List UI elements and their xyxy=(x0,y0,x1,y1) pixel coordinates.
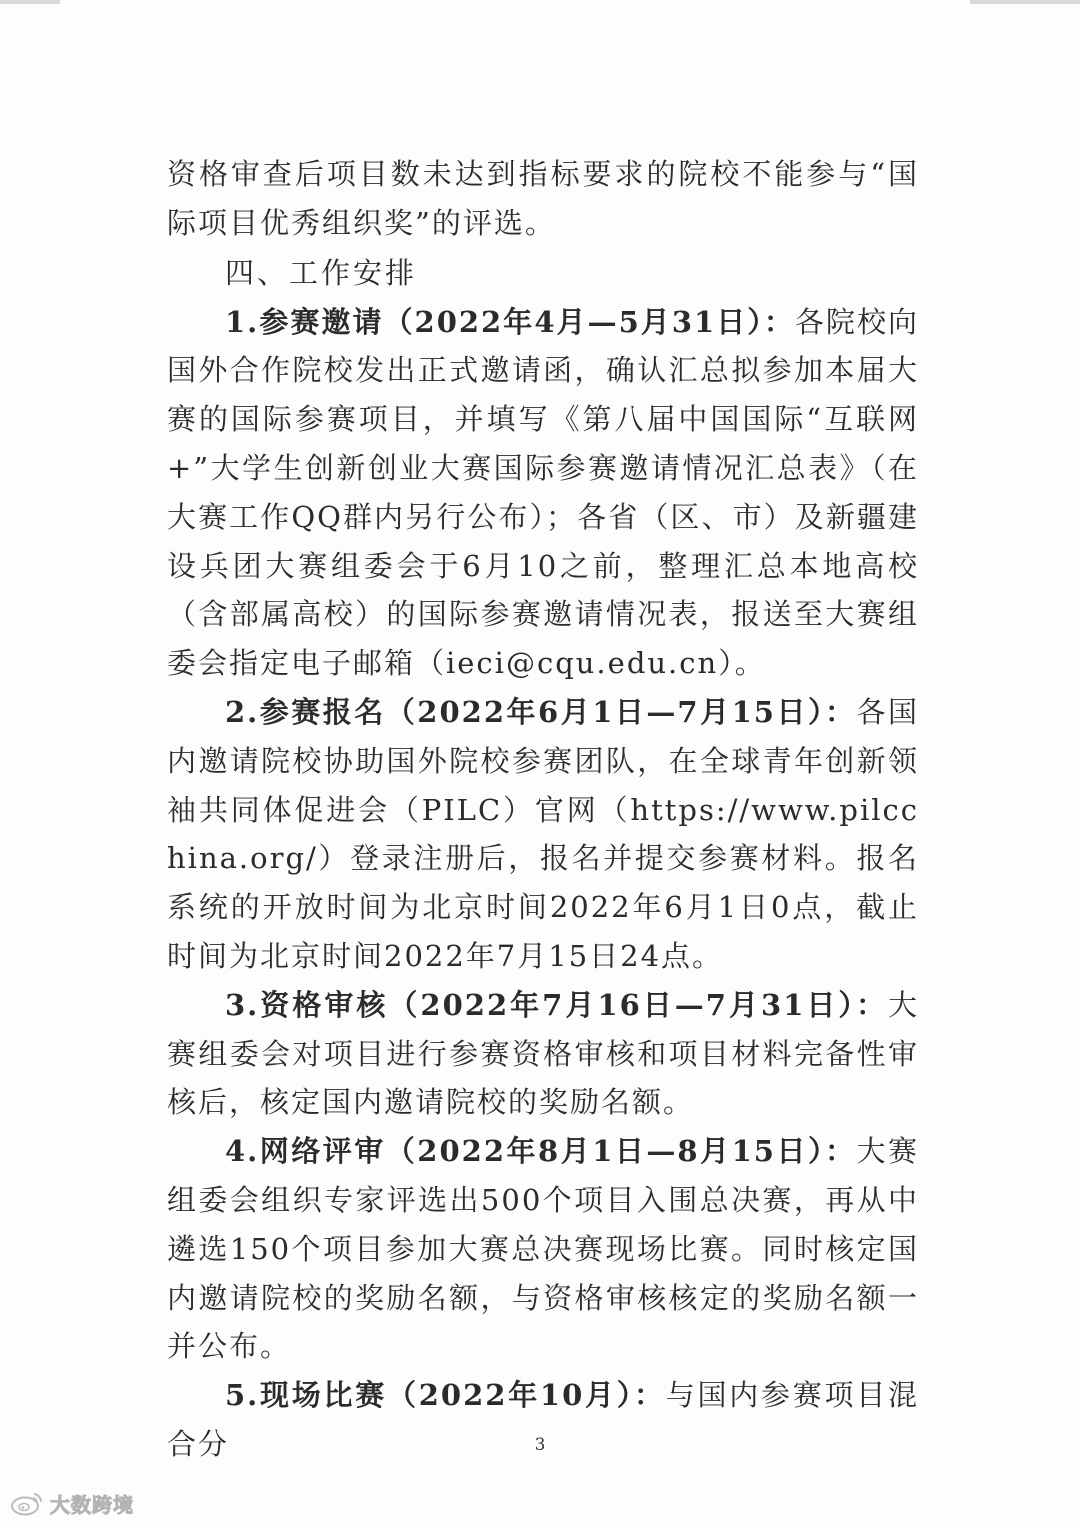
work-item-5-body: 与国内参赛项目混合分 xyxy=(167,1378,919,1461)
work-item-4-body: 大赛组委会组织专家评选出500个项目入围总决赛，再从中遴选150个项目参加大赛总决赛现场比赛。同时核定国内邀请院校的奖励名额，与资格审核核定的奖励名额一并公布。 xyxy=(167,1134,919,1364)
document-body xyxy=(167,150,919,1469)
work-item-1 xyxy=(167,298,919,688)
work-item-1-body: 各院校向国外合作院校发出正式邀请函，确认汇总拟参加本届大赛的国际参赛项目，并填写《第八届中国国际“互联网+”大学生创新创业大赛国际参赛邀请情况汇总表》（在大赛工作QQ群内另行公布）；各省（区、市）及新疆建设兵团大赛组委会于6月10之前，整理汇总本地高校（含部属高校）的国际参赛邀请情况表，报送至大赛组委会指定电子邮箱（ieci@cqu.edu.cn）。 xyxy=(167,304,919,681)
work-item-2-body: 各国内邀请院校协助国外院校参赛团队，在全球青年创新领袖共同体促进会（PILC）官网（https://www.pilcchina.org/）登录注册后，报名并提交参赛材料。报名系统的开放时间为北京时间2022年6月1日0点，截止时间为北京时间2022年7月15日24点。 xyxy=(167,694,919,973)
work-item-2-title: 2.参赛报名（2022年6月1日—7月15日）： xyxy=(225,694,857,729)
scan-edge-mark-right xyxy=(970,0,1080,4)
work-item-3 xyxy=(167,981,919,1127)
work-item-3-body: 大赛组委会对项目进行参赛资格审核和项目材料完备性审核后，核定国内邀请院校的奖励名额。 xyxy=(167,987,919,1120)
work-item-4-title: 4.网络评审（2022年8月1日—8月15日）： xyxy=(225,1134,857,1169)
work-item-4 xyxy=(167,1127,919,1371)
page-number: 3 xyxy=(534,1435,546,1455)
work-item-3-title: 3.资格审核（2022年7月16日—7月31日）： xyxy=(225,987,888,1022)
intro-paragraph: 资格审查后项目数未达到指标要求的院校不能参与“国际项目优秀组织奖”的评选。 xyxy=(167,157,919,240)
section-heading: 四、工作安排 xyxy=(225,255,418,290)
work-item-1-title: 1.参赛邀请（2022年4月—5月31日）： xyxy=(225,304,795,339)
scan-edge-mark-left xyxy=(0,0,60,4)
work-item-5-title: 5.现场比赛（2022年10月）： xyxy=(225,1378,666,1413)
weibo-logo-icon xyxy=(10,1490,44,1516)
work-item-2 xyxy=(167,688,919,981)
watermark xyxy=(10,1488,134,1518)
watermark-text: 大数跨境 xyxy=(50,1492,134,1517)
